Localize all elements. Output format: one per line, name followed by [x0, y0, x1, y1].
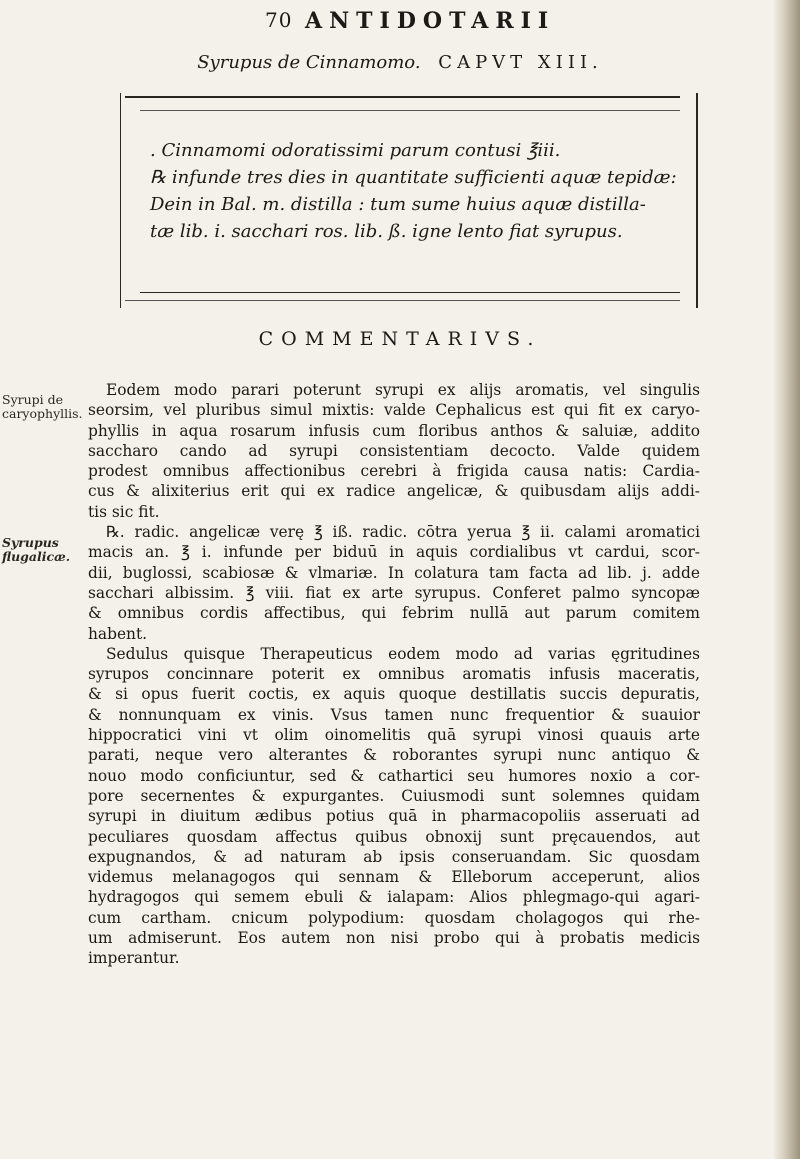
frame-rule-top-inner [140, 110, 680, 111]
chapter-label: CAPVT XIII. [438, 52, 603, 73]
frame-rule-bottom-inner [140, 292, 680, 293]
text-line: & si opus fuerit coctis, ex aquis quoque destillatis succis depuratis, [88, 685, 700, 704]
recipe-line: tæ lib. i. sacchari ros. lib. ß. igne lento fiat syrupus. [150, 221, 623, 242]
text-line: phyllis in aqua rosarum infusis cum floribus anthos & saluiæ, addito [88, 421, 700, 440]
text-line: & omnibus cordis affectibus, qui febrim nullā aut parum comitem [88, 604, 700, 623]
text-line: cus & alixiterius erit qui ex radice angelicæ, & quibusdam alijs addi- [88, 482, 700, 501]
frame-rule-bottom [125, 300, 680, 301]
text-line: habent. [88, 624, 148, 643]
paragraph [88, 522, 700, 644]
text-line: um admiserunt. Eos autem non nisi probo qui à probatis medicis [88, 929, 700, 948]
text-line: tis sic fit. [88, 502, 160, 521]
text-line: & nonnunquam ex vinis. Vsus tamen nunc frequentior & suauior [88, 705, 700, 724]
text-line: ℞. radic. angelicæ verę ℥ iß. radic. cōtra yerua ℥ ii. calami aromatici [106, 523, 700, 542]
recipe-text [150, 137, 680, 245]
recipe-line: Dein in Bal. m. distilla : tum sume huius aquæ distilla- [150, 194, 646, 215]
text-line: Sedulus quisque Therapeuticus eodem modo ad varias ęgritudines [106, 644, 700, 663]
text-line: nouo modo conficiuntur, sed & cathartici seu humores noxio a cor- [88, 766, 700, 785]
recipe-line: . Cinnamomi odoratissimi parum contusi ℥iii. [150, 140, 561, 161]
text-line: cum cartham. cnicum polypodium: quosdam cholagogos qui rhe- [88, 908, 700, 927]
text-line: hydragogos qui semem ebuli & ialapam: Alios phlegmago-qui agari- [88, 888, 700, 907]
text-line: parati, neque vero alterantes & roborantes syrupi nunc antiquo & [88, 746, 700, 765]
paragraph [88, 380, 700, 522]
section-title [0, 52, 800, 73]
margin-note-angelicae: Syrupus flugalicæ. [2, 535, 71, 564]
text-line: pore secernentes & expurgantes. Cuiusmodi sunt solemnes quidam [88, 786, 700, 805]
text-line: macis an. ℥ i. infunde per biduū in aquis cordialibus vt cardui, scor- [88, 543, 700, 562]
commentary-body [88, 380, 700, 969]
text-line: expugnandos, & ad naturam ab ipsis conseruandam. Sic quosdam [88, 847, 700, 866]
page-header [0, 8, 800, 38]
paragraph [88, 644, 700, 969]
text-line: dii, buglossi, scabiosæ & vlmariæ. In colatura tam facta ad lib. j. adde [88, 563, 700, 582]
text-line: imperantur. [88, 949, 180, 968]
recipe-line: ℞ infunde tres dies in quantitate sufficienti aquæ tepidæ: [150, 167, 677, 188]
text-line: syrupos concinnare poterit ex omnibus aromatis infusis maceratis, [88, 665, 700, 684]
text-line: peculiares quosdam affectus quibus obnoxij sunt pręcauendos, aut [88, 827, 700, 846]
text-line: hippocratici vini vt olim oinomelitis quā syrupi vinosi quauis arte [88, 726, 700, 745]
commentary-heading: COMMENTARIVS. [258, 328, 542, 350]
text-line: Eodem modo parari poterunt syrupi ex alijs aromatis, vel singulis [106, 381, 700, 399]
text-line: seorsim, vel pluribus simul mixtis: valde Cephalicus est qui fit ex caryo- [88, 401, 700, 420]
page-edge-shadow [774, 0, 800, 1159]
margin-note-caryophyllis: Syrupi de caryophyllis. [2, 392, 83, 421]
text-line: videmus melanagogos qui sennam & Elleborum acceperunt, alios [88, 868, 700, 887]
text-line: syrupi in diuitum ædibus potius quā in pharmacopoliis asseruati ad [88, 807, 700, 826]
text-line: prodest omnibus affectionibus cerebri à frigida causa natis: Cardia- [88, 462, 700, 481]
text-line: sacchari albissim. ℥ viii. fiat ex arte syrupus. Conferet palmo syncopæ [88, 583, 700, 602]
running-head: ANTIDOTARII [305, 8, 556, 34]
page-number: 70 [265, 8, 293, 32]
text-line: saccharo cando ad syrupi consistentiam decocto. Valde quidem [88, 441, 700, 460]
section-title-italic: Syrupus de Cinnamomo. [197, 52, 421, 73]
frame-rule-top [125, 96, 680, 98]
